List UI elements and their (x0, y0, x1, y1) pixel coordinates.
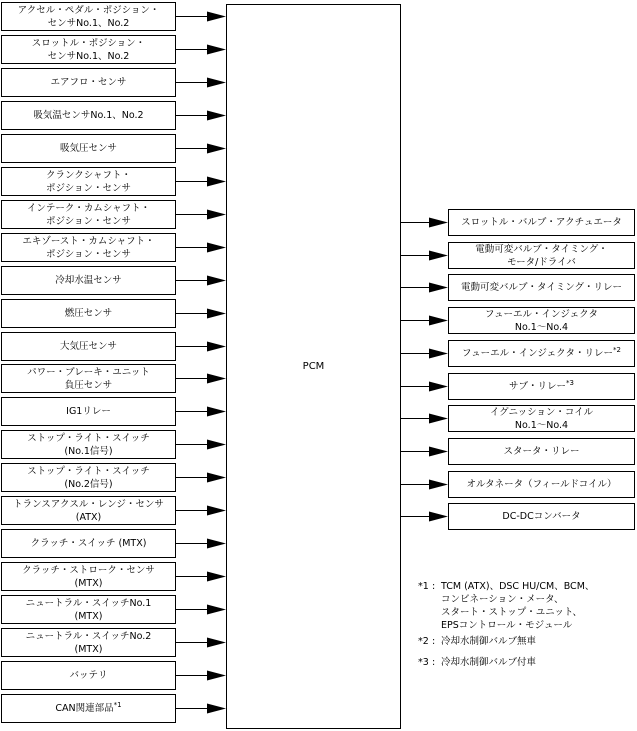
output-box (448, 471, 635, 498)
input-box-label: エキゾースト・カムシャフト・ ポジション・センサ (22, 235, 155, 260)
output-arrow (401, 316, 448, 326)
input-arrow (176, 45, 226, 55)
input-box (1, 628, 176, 657)
output-box-label: 電動可変バルブ・タイミング・リレー (460, 282, 623, 293)
input-box-footnote-mark: *1 (113, 701, 122, 709)
pcm-label: PCM (302, 361, 325, 372)
input-box (1, 68, 176, 97)
output-arrow (401, 218, 448, 228)
input-box (1, 463, 176, 492)
input-arrow (176, 12, 226, 22)
input-arrow (176, 440, 226, 450)
input-arrow (176, 374, 226, 384)
output-box (448, 438, 635, 465)
input-arrow (176, 276, 226, 286)
input-box (1, 2, 176, 31)
input-box-label: バッテリ (69, 670, 108, 681)
input-box-label: 冷却水温センサ (55, 275, 122, 286)
output-arrow (401, 414, 448, 424)
output-box (448, 274, 635, 301)
input-arrow (176, 473, 226, 483)
input-arrow (176, 539, 226, 549)
input-arrow (176, 572, 226, 582)
output-arrow (401, 283, 448, 293)
output-box-label: サブ・リレー$^{*3}$ (509, 379, 574, 392)
input-arrow (176, 177, 226, 187)
input-box (1, 134, 176, 163)
input-box-label: 吸気温センサNo.1、No.2 (33, 110, 144, 121)
footnote-text: 冷却水制御バルブ付車 (441, 657, 537, 668)
input-box-label: エアフロ・センサ (50, 77, 127, 88)
output-box-label: スロットル・バルブ・アクチュエータ (461, 217, 622, 228)
input-box (1, 529, 176, 558)
footnote-colon: : (432, 657, 436, 668)
output-arrow (401, 512, 448, 522)
output-box (448, 209, 635, 236)
input-box (1, 332, 176, 361)
output-arrow (401, 447, 448, 457)
input-arrow (176, 407, 226, 417)
input-box (1, 35, 176, 64)
output-arrow (401, 349, 448, 359)
input-box (1, 595, 176, 624)
input-box-label: クラッチ・ストローク・センサ (MTX) (22, 564, 155, 589)
output-arrow (401, 382, 448, 392)
input-box-label: トランスアクスル・レンジ・センサ (ATX) (13, 498, 164, 523)
input-box-label: ニュートラル・スイッチNo.1 (MTX) (25, 597, 152, 622)
input-box-label: クランクシャフト・ ポジション・センサ (45, 169, 132, 194)
footnote-mark: *3 (418, 657, 429, 668)
input-arrow (176, 671, 226, 681)
output-box (448, 340, 635, 367)
input-box-label: ストップ・ライト・スイッチ (No.1信号) (27, 432, 150, 457)
footnote-mark: *1 (418, 581, 429, 592)
input-box (1, 200, 176, 229)
output-box-label: 電動可変バルブ・タイミング・ モータ/ドライバ (475, 243, 608, 268)
input-box (1, 299, 176, 328)
input-arrow (176, 704, 226, 714)
input-box (1, 397, 176, 426)
input-box (1, 562, 176, 591)
input-box-label: ストップ・ライト・スイッチ (No.2信号) (27, 465, 150, 490)
footnote-colon: : (432, 636, 436, 647)
output-box (448, 405, 635, 432)
input-box (1, 233, 176, 262)
input-box-label: CAN関連部品$^{*1}$ (55, 701, 122, 714)
input-box (1, 167, 176, 196)
input-box-label: アクセル・ペダル・ポジション・ センサNo.1、No.2 (17, 4, 160, 29)
output-box-label: オルタネータ（フィールドコイル） (466, 479, 617, 490)
input-arrow (176, 243, 226, 253)
input-box-label: 燃圧センサ (64, 308, 113, 319)
output-arrow (401, 480, 448, 490)
input-arrow (176, 309, 226, 319)
output-box-label: フューエル・インジェクタ No.1〜No.4 (485, 308, 598, 333)
input-box (1, 266, 176, 295)
input-box (1, 694, 176, 723)
input-box (1, 430, 176, 459)
input-box-label: 吸気圧センサ (59, 143, 117, 154)
footnote-text: 冷却水制御バルブ無車 (441, 636, 537, 647)
footnote-text: TCM (ATX)、DSC HU/CM、BCM、 コンビネーション・メータ、 スタート・ストップ・ユニット、 EPSコントロール・モジュール (441, 581, 595, 631)
output-box-label: スタータ・リレー (503, 446, 580, 457)
input-box (1, 101, 176, 130)
output-box (448, 242, 635, 269)
input-box-label: スロットル・ポジション・ センサNo.1、No.2 (31, 37, 146, 62)
input-box (1, 364, 176, 393)
output-arrow (401, 251, 448, 261)
input-arrow (176, 144, 226, 154)
input-box-label: パワー・ブレーキ・ユニット 負圧センサ (27, 366, 150, 391)
input-arrow (176, 111, 226, 121)
pcm-box (226, 4, 401, 729)
input-box-label: クラッチ・スイッチ (MTX) (30, 538, 147, 549)
footnote-mark: *2 (418, 636, 429, 647)
input-box-label: IG1リレー (66, 406, 111, 417)
output-box (448, 373, 635, 400)
input-box-label: 大気圧センサ (59, 341, 117, 352)
output-box-footnote-mark: *3 (566, 379, 574, 387)
output-box-footnote-mark: *2 (612, 346, 621, 354)
footnote-colon: : (432, 581, 436, 592)
output-box-label: DC-DCコンバータ (502, 511, 581, 522)
input-arrow (176, 638, 226, 648)
output-box-label: フューエル・インジェクタ・リレー$^{*2}$ (462, 346, 621, 359)
input-box (1, 661, 176, 690)
output-box (448, 307, 635, 334)
input-box-label: インテーク・カムシャフト・ ポジション・センサ (26, 202, 151, 227)
input-arrow (176, 210, 226, 220)
input-arrow (176, 78, 226, 88)
input-box-label: ニュートラル・スイッチNo.2 (MTX) (25, 630, 152, 655)
input-box (1, 496, 176, 525)
output-box-label: イグニッション・コイル No.1〜No.4 (489, 406, 594, 431)
input-arrow (176, 342, 226, 352)
input-arrow (176, 506, 226, 516)
output-box (448, 503, 635, 530)
input-arrow (176, 605, 226, 615)
